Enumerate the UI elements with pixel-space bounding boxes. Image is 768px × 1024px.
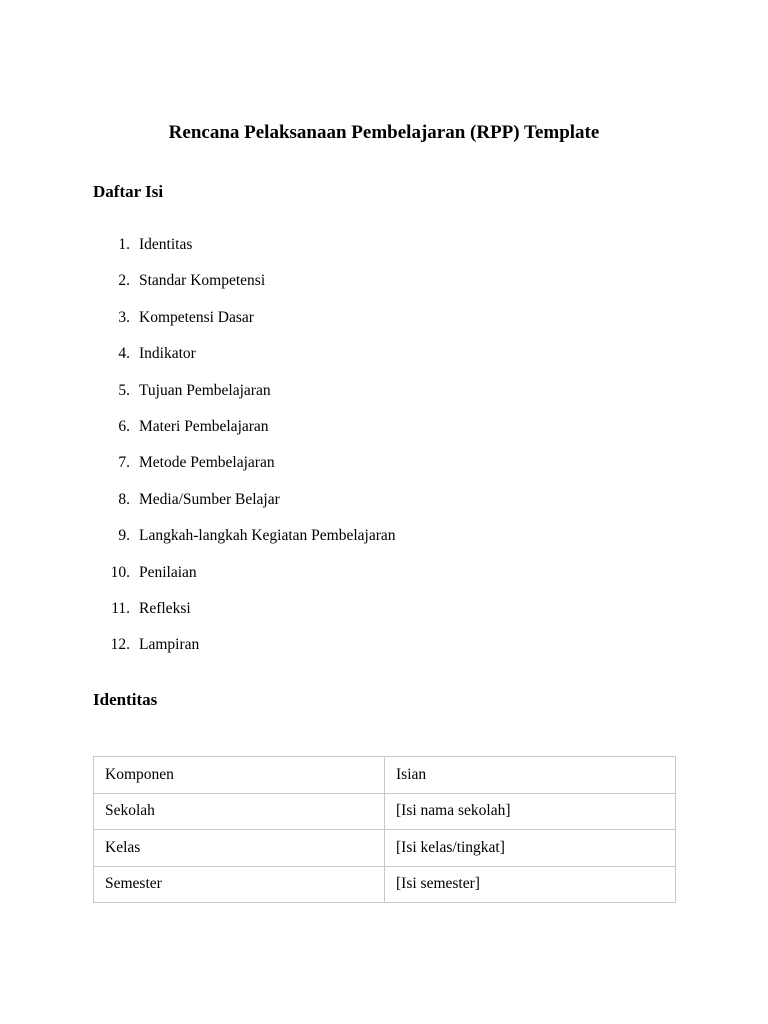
- toc-item: [93, 234, 593, 270]
- table-cell: [Isi kelas/tingkat]: [385, 830, 676, 867]
- toc-item-number: 3.: [118, 308, 130, 326]
- identitas-table: [93, 756, 676, 903]
- toc-item: [93, 598, 593, 634]
- toc-item-label: Identitas: [139, 236, 193, 253]
- toc-item: [93, 634, 593, 670]
- toc-item-number: 9.: [118, 527, 130, 545]
- toc-item-number: 10.: [110, 563, 130, 581]
- toc-item-label: Media/Sumber Belajar: [139, 490, 280, 508]
- toc-item: [93, 562, 593, 598]
- toc-item: [93, 307, 593, 343]
- toc-item-number: 12.: [110, 636, 130, 654]
- toc-item-number: 4.: [118, 345, 130, 363]
- toc-item-label: Penilaian: [139, 563, 197, 581]
- toc-item-number: 2.: [118, 272, 130, 290]
- table-cell: Semester: [94, 866, 385, 903]
- identitas-heading: Identitas: [93, 690, 158, 709]
- toc-item: [93, 452, 593, 488]
- toc-item-number: 8.: [118, 490, 130, 508]
- toc-item-label: Lampiran: [139, 636, 200, 654]
- toc-item-label: Indikator: [139, 345, 196, 363]
- toc-item-number: 6.: [118, 417, 130, 435]
- toc-item-label: Langkah-langkah Kegiatan Pembelajaran: [139, 527, 396, 545]
- toc-item-label: Metode Pembelajaran: [139, 454, 275, 472]
- toc-item-label: Standar Kompetensi: [139, 272, 266, 290]
- toc-item-label: Materi Pembelajaran: [139, 417, 269, 435]
- table-cell: [Isi semester]: [385, 866, 676, 903]
- toc-item: [93, 380, 593, 416]
- toc-item-label: Tujuan Pembelajaran: [139, 381, 271, 399]
- table-cell: Kelas: [94, 830, 385, 867]
- toc-item-label: Kompetensi Dasar: [139, 308, 254, 326]
- table-cell: Sekolah: [94, 793, 385, 830]
- toc-heading: Daftar Isi: [93, 182, 164, 201]
- toc-item: [93, 270, 593, 306]
- document-title: Rencana Pelaksanaan Pembelajaran (RPP) Template: [168, 122, 600, 143]
- table-header-row: [94, 757, 676, 794]
- toc-item: [93, 489, 593, 525]
- toc-item: [93, 525, 593, 561]
- toc-item-number: 11.: [111, 599, 130, 617]
- table-row: [94, 793, 676, 830]
- table-row: [94, 830, 676, 867]
- toc-item-label: Refleksi: [139, 599, 191, 617]
- table-header-cell: Isian: [385, 757, 676, 794]
- toc-list: [93, 234, 593, 671]
- toc-item: [93, 416, 593, 452]
- toc-item-number: 7.: [118, 454, 130, 472]
- toc-item: [93, 343, 593, 379]
- table-header-cell: Komponen: [94, 757, 385, 794]
- table-row: [94, 866, 676, 903]
- table-cell: [Isi nama sekolah]: [385, 793, 676, 830]
- toc-item-number: 5.: [118, 381, 130, 399]
- toc-item-number: 1.: [118, 236, 130, 253]
